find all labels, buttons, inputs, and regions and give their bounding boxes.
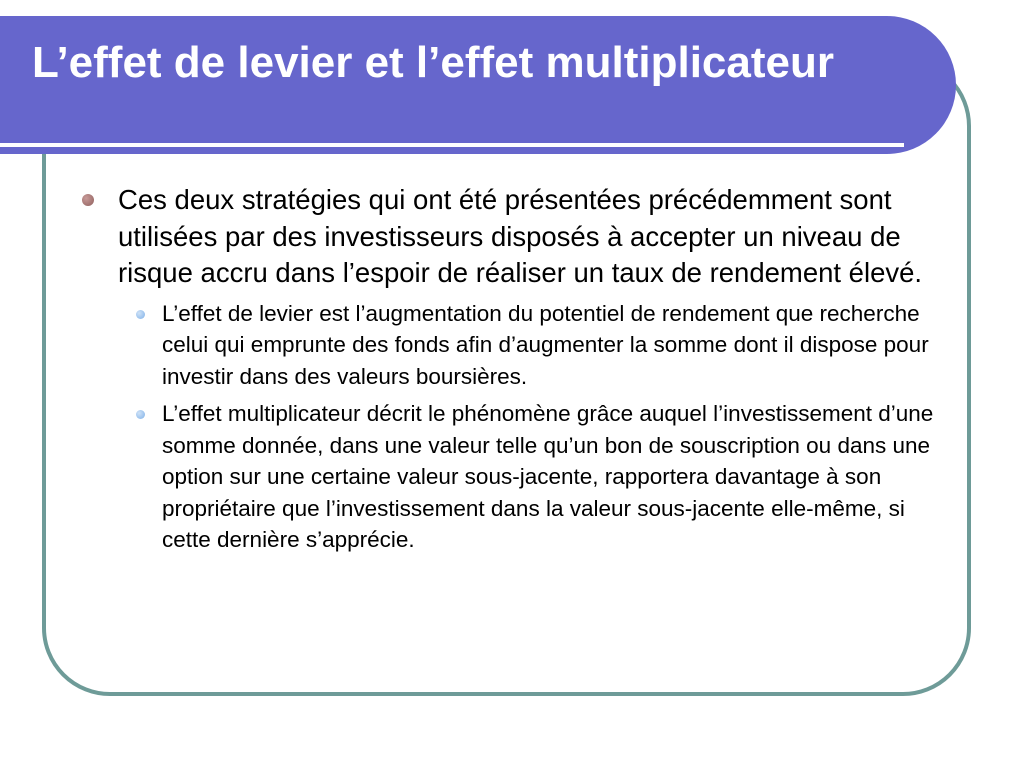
slide-title: L’effet de levier et l’effet multiplicateur	[32, 38, 834, 87]
sub-bullet-icon	[136, 410, 145, 419]
sub-bullet-list	[82, 298, 942, 556]
bullet-item	[82, 182, 942, 292]
bullet-icon	[82, 194, 94, 206]
slide-body	[82, 182, 942, 556]
title-underline	[0, 143, 904, 147]
sub-bullet-item	[162, 398, 942, 556]
sub-bullet-text: L’effet de levier est l’augmentation du potentiel de rendement que recherche celui qui emprunte des fonds afin d’augmenter la somme dont il dispose pour investir dans des valeurs boursières.	[162, 300, 929, 389]
title-bar	[0, 16, 956, 154]
sub-bullet-icon	[136, 310, 145, 319]
sub-bullet-text: L’effet multiplicateur décrit le phénomène grâce auquel l’investissement d’une somme donnée, dans une valeur telle qu’un bon de souscription ou dans une option sur une certaine valeur sous-jacente, rapportera davantage à son propriétaire que l’investissement dans la valeur sous-jacente elle-même, si cette dernière s’apprécie.	[162, 401, 934, 552]
bullet-text: Ces deux stratégies qui ont été présentées précédemment sont utilisées par des investisseurs disposés à accepter un niveau de risque accru dans l’espoir de réaliser un taux de rendement élevé.	[118, 184, 923, 288]
sub-bullet-item	[162, 298, 942, 393]
